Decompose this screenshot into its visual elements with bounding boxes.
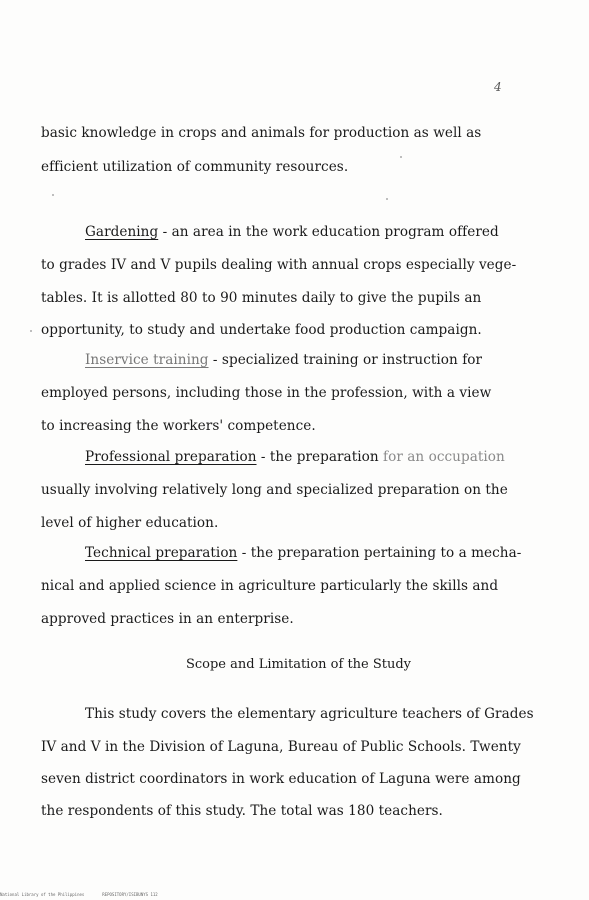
paragraph-line: IV and V in the Division of Laguna, Bureau of Public Schools. Twenty bbox=[41, 739, 521, 755]
paragraph-line: approved practices in an enterprise. bbox=[41, 611, 294, 627]
faded-text: for an occupation bbox=[383, 449, 505, 465]
term-technical-preparation: Technical preparation bbox=[85, 545, 238, 561]
scan-footer bbox=[0, 892, 158, 897]
paragraph-line: to grades IV and V pupils dealing with annual crops especially vege- bbox=[41, 257, 517, 273]
footer-repository: REPOSITORY/ISIBUNYS 112 bbox=[102, 892, 158, 897]
paragraph-line: the respondents of this study. The total was 180 teachers. bbox=[41, 803, 443, 819]
paragraph-line: level of higher education. bbox=[41, 515, 219, 531]
footer-library: National Library of the Philippines bbox=[0, 892, 85, 897]
term-gardening: Gardening bbox=[85, 224, 159, 240]
paragraph-line: usually involving relatively long and specialized preparation on the bbox=[41, 482, 508, 498]
definition-text: - specialized training or instruction for bbox=[208, 352, 483, 368]
paragraph-line: to increasing the workers' competence. bbox=[41, 418, 316, 434]
paragraph-line: basic knowledge in crops and animals for production as well as bbox=[41, 125, 482, 141]
scan-speck bbox=[30, 330, 32, 332]
paragraph-line: opportunity, to study and undertake food production campaign. bbox=[41, 322, 482, 338]
page-number: 4 bbox=[494, 80, 502, 94]
scan-speck bbox=[400, 156, 402, 158]
definition-text: - the preparation pertaining to a mecha- bbox=[237, 545, 522, 561]
paragraph-line: seven district coordinators in work education of Laguna were among bbox=[41, 771, 521, 787]
scan-speck bbox=[386, 198, 388, 200]
term-professional-preparation: Professional preparation bbox=[85, 449, 257, 465]
definition-inservice bbox=[85, 352, 482, 368]
paragraph-line: efficient utilization of community resources. bbox=[41, 159, 349, 175]
paragraph-line: This study covers the elementary agriculture teachers of Grades bbox=[85, 706, 534, 722]
definition-professional bbox=[85, 449, 505, 465]
section-heading: Scope and Limitation of the Study bbox=[185, 657, 412, 672]
definition-text: - an area in the work education program offered bbox=[158, 224, 499, 240]
definition-text: - the preparation bbox=[256, 449, 384, 465]
paragraph-line: nical and applied science in agriculture particularly the skills and bbox=[41, 578, 499, 594]
scan-speck bbox=[52, 194, 54, 196]
paragraph-line: tables. It is allotted 80 to 90 minutes daily to give the pupils an bbox=[41, 290, 482, 306]
paragraph-line: employed persons, including those in the profession, with a view bbox=[41, 385, 492, 401]
definition-technical bbox=[85, 545, 521, 561]
term-inservice-training: Inservice training bbox=[85, 352, 209, 368]
definition-gardening bbox=[85, 224, 499, 240]
